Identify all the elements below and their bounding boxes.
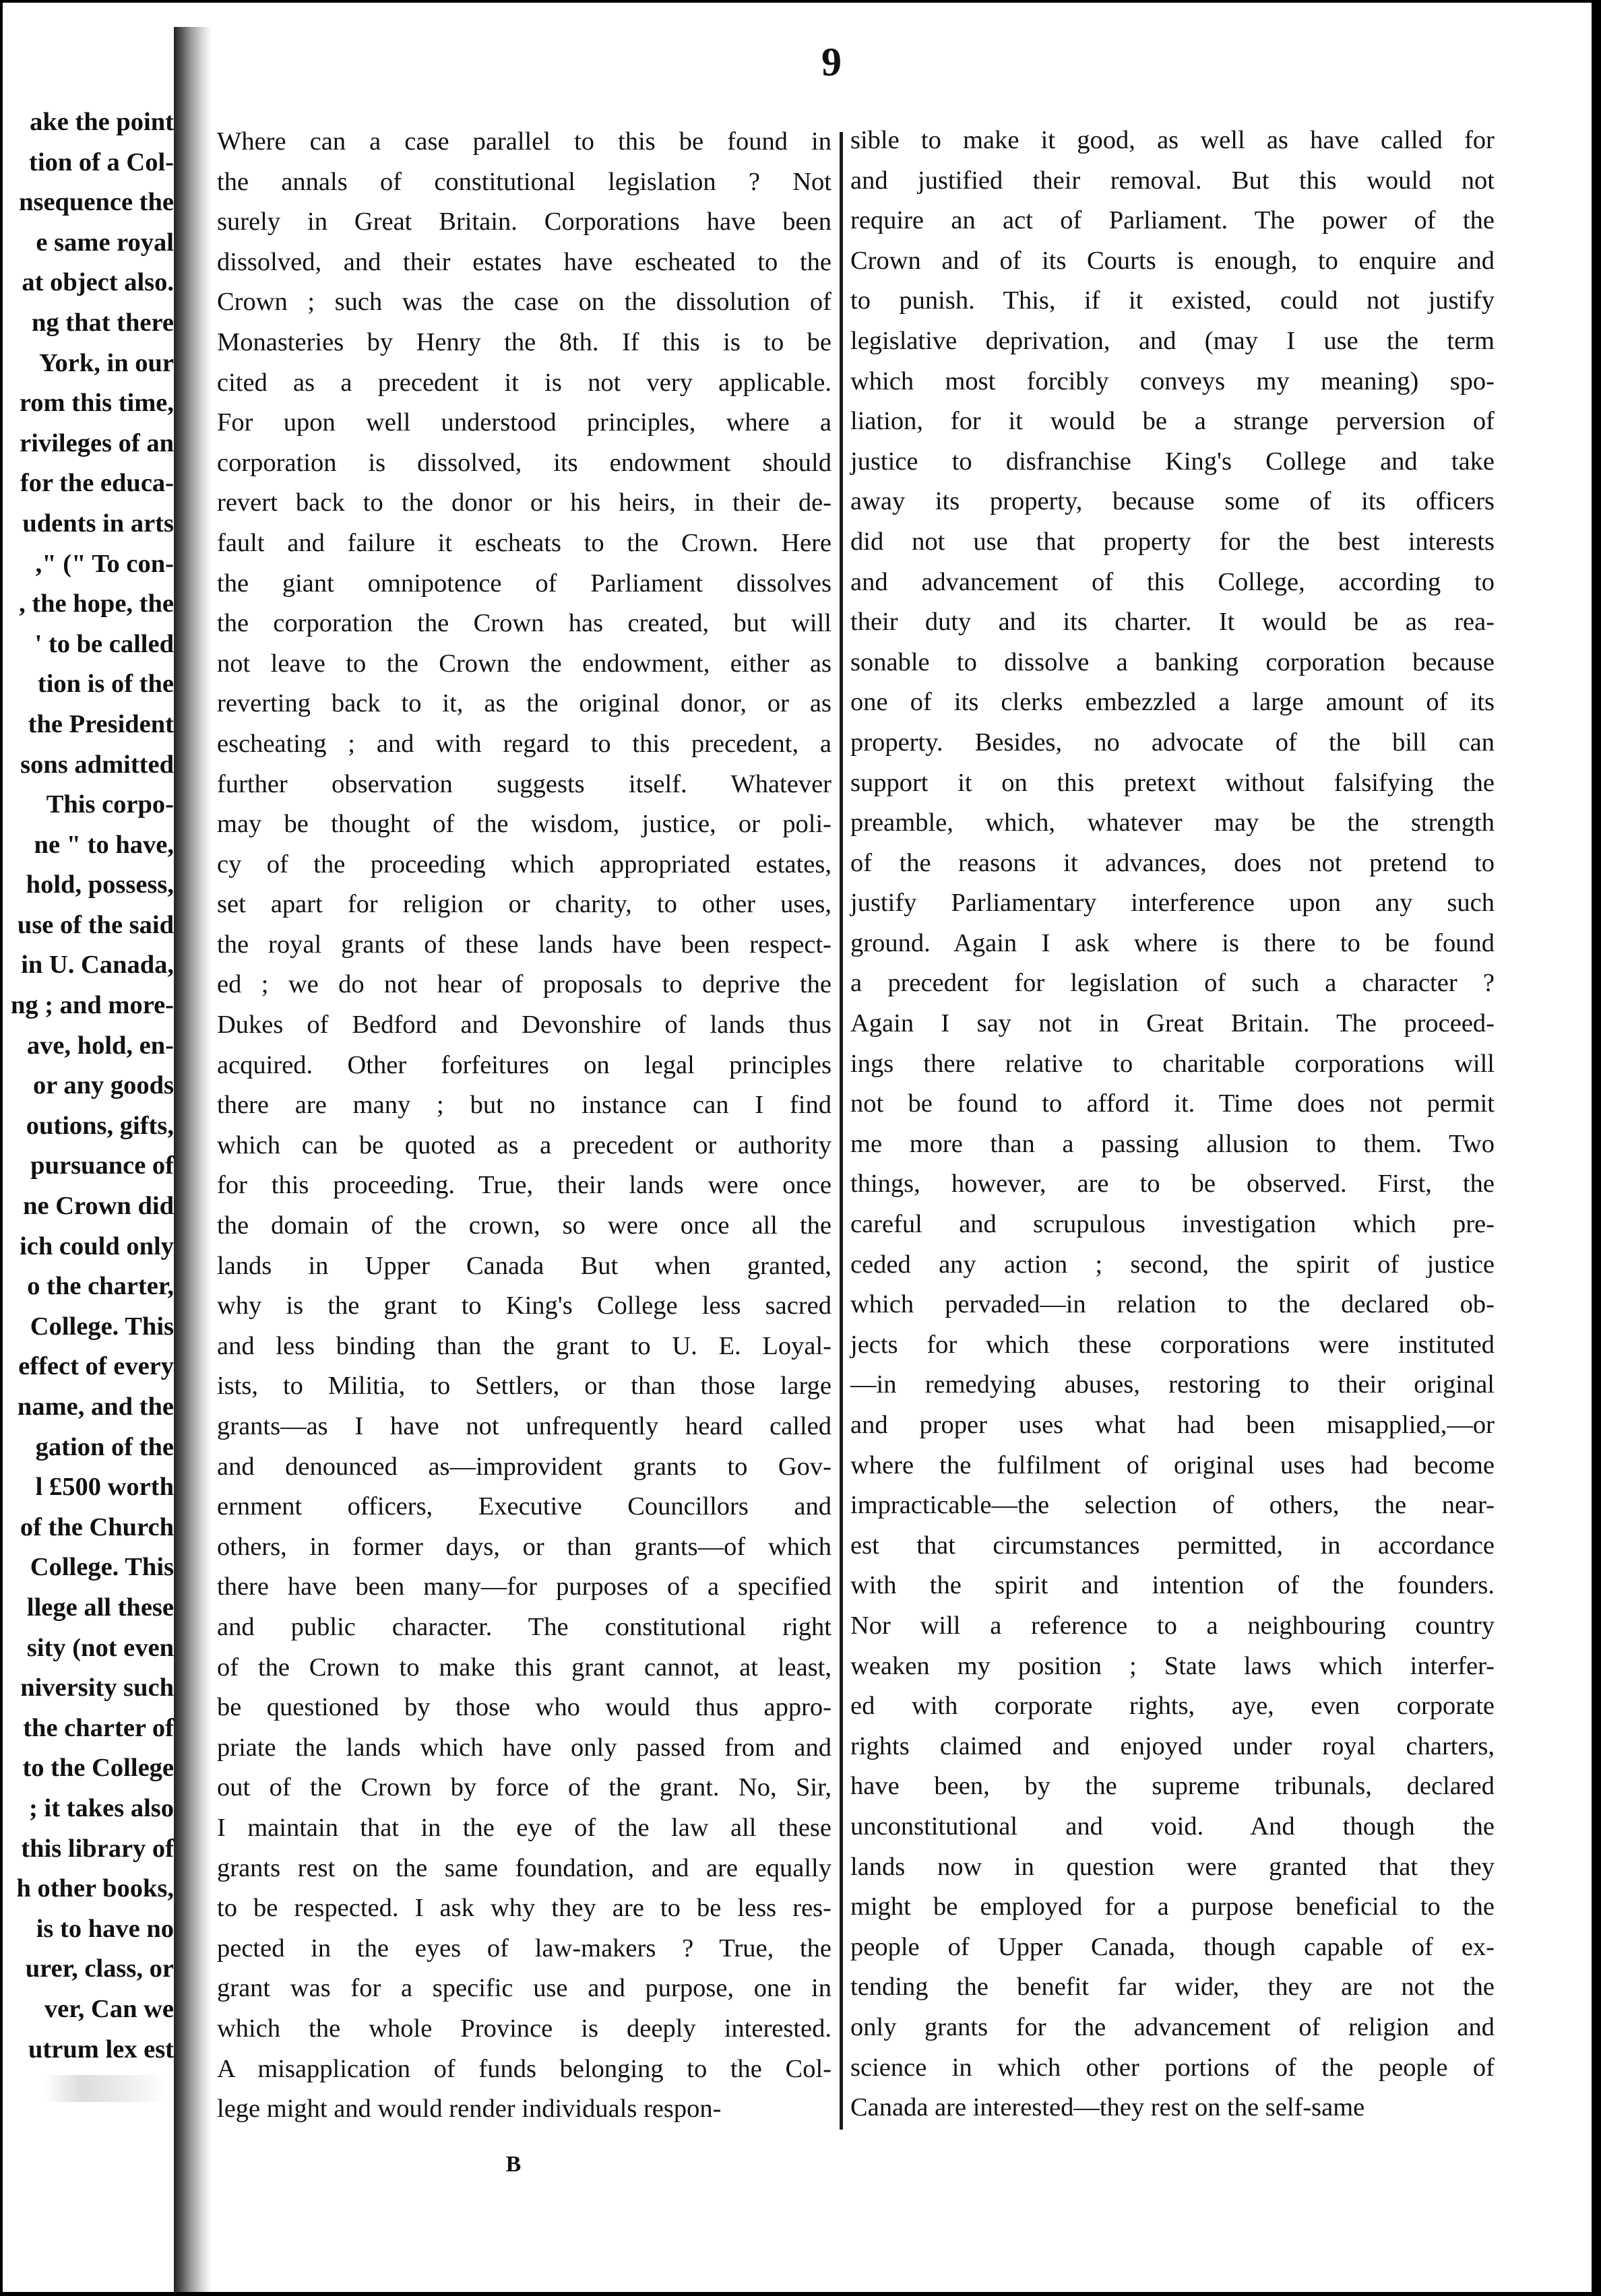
text-line: ne Crown did: [23, 1192, 174, 1221]
text-line: me more than a passing allusion to them. Two: [850, 1129, 1495, 1158]
text-line: their duty and its charter. It would be as rea-: [850, 608, 1495, 637]
text-line: —in remedying abuses, restoring to their original: [850, 1370, 1495, 1399]
text-line: to punish. This, if it existed, could not justify: [850, 286, 1495, 315]
text-line: fault and failure it escheats to the Crown. Here: [217, 528, 831, 557]
text-line: and advancement of this College, according to: [850, 567, 1495, 596]
text-line: cited as a precedent it is not very applicable.: [217, 368, 831, 397]
text-line: Again I say not in Great Britain. The proceed-: [850, 1009, 1495, 1038]
text-line: tending the benefit far wider, they are not the: [850, 1973, 1495, 2002]
text-line: reverting back to it, as the original donor, or as: [217, 689, 831, 718]
text-line: h other books,: [16, 1874, 174, 1903]
text-line: ; it takes also: [29, 1793, 174, 1822]
text-line: a precedent for legislation of such a character ?: [850, 969, 1495, 998]
text-line: where the fulfilment of original uses had become: [850, 1450, 1495, 1479]
blurred-illegible-line: [44, 2075, 166, 2102]
text-line: sity (not even: [26, 1633, 174, 1662]
text-line: e same royal: [36, 228, 174, 257]
text-line: revert back to the donor or his heirs, in their de-: [217, 488, 831, 517]
text-line: justice to disfranchise King's College and take: [850, 447, 1495, 476]
text-line: escheating ; and with regard to this precedent, a: [217, 729, 831, 758]
text-line: which most forcibly conveys my meaning) spo-: [850, 366, 1495, 395]
text-line: College. This: [30, 1312, 174, 1341]
text-line: and justified their removal. But this would not: [850, 166, 1495, 195]
text-line: preamble, which, whatever may be the strength: [850, 808, 1495, 837]
text-line: name, and the: [17, 1393, 174, 1421]
text-line: use of the said: [17, 910, 174, 939]
text-line: Where can a case parallel to this be found in: [217, 127, 831, 156]
text-line: this library of: [21, 1834, 174, 1863]
text-line: ground. Again I ask where is there to be found: [850, 928, 1495, 957]
text-line: the royal grants of these lands have been respect-: [217, 930, 831, 959]
text-line: grant was for a specific use and purpose, one in: [217, 1974, 831, 2003]
text-line: and proper uses what had been misapplied,—or: [850, 1411, 1495, 1439]
text-line: ed with corporate rights, aye, even corporate: [850, 1692, 1495, 1721]
text-line: or any goods: [33, 1071, 174, 1100]
text-line: lege might and would render individuals respon-: [217, 2095, 722, 2124]
text-line: dissolved, and their estates have escheated to the: [217, 247, 831, 276]
text-line: This corpo-: [46, 790, 174, 819]
text-line: there have been many—for purposes of a specified: [217, 1572, 831, 1601]
text-line: ich could only: [20, 1232, 174, 1261]
text-line: unconstitutional and void. And though the: [850, 1812, 1495, 1841]
text-line: the domain of the crown, so were once all the: [217, 1211, 831, 1240]
text-line: outions, gifts,: [26, 1111, 174, 1140]
text-line: Nor will a reference to a neighbouring country: [850, 1611, 1495, 1640]
text-line: in U. Canada,: [21, 951, 174, 980]
text-line: which pervaded—in relation to the declared ob-: [850, 1290, 1495, 1319]
text-line: , the hope, the: [19, 589, 174, 618]
text-line: ists, to Militia, to Settlers, or than those large: [217, 1372, 831, 1401]
text-line: might be employed for a purpose beneficial to the: [850, 1892, 1495, 1921]
text-line: acquired. Other forfeitures on legal principles: [217, 1050, 831, 1079]
text-line: est that circumstances permitted, in accordance: [850, 1531, 1495, 1560]
text-line: of the reasons it advances, does not pretend to: [850, 848, 1495, 877]
text-line: nsequence the: [19, 188, 174, 217]
text-line: For upon well understood principles, where a: [217, 408, 831, 437]
text-line: ernment officers, Executive Councillors and: [217, 1492, 831, 1521]
text-line: did not use that property for the best interests: [850, 527, 1495, 556]
text-column-left: [217, 122, 831, 2130]
text-line: the charter of: [23, 1713, 174, 1742]
text-line: pected in the eyes of law-makers ? True, the: [217, 1934, 831, 1963]
text-line: and denounced as—improvident grants to Gov-: [217, 1452, 831, 1481]
text-line: rights claimed and enjoyed under royal charters,: [850, 1731, 1495, 1760]
text-line: away its property, because some of its officers: [850, 487, 1495, 516]
text-line: not leave to the Crown the endowment, either as: [217, 649, 831, 678]
text-line: the corporation the Crown has created, but will: [217, 609, 831, 638]
signature-mark: B: [505, 2152, 522, 2177]
text-line: York, in our: [38, 348, 174, 377]
text-line: which can be quoted as a precedent or authority: [217, 1130, 831, 1159]
text-line: science in which other portions of the people of: [850, 2053, 1495, 2082]
text-line: cy of the proceeding which appropriated estates,: [217, 850, 831, 879]
page-number: 9: [821, 40, 842, 84]
text-line: to be respected. I ask why they are to be less res-: [217, 1894, 831, 1923]
text-line: grants rest on the same foundation, and are equally: [217, 1853, 831, 1882]
text-line: llege all these: [26, 1593, 174, 1622]
scan-border-bottom: [0, 2292, 1601, 2296]
scan-border-left: [0, 0, 3, 2296]
text-line: not be found to afford it. Time does not permit: [850, 1089, 1495, 1118]
text-line: ings there relative to charitable corporations will: [850, 1049, 1495, 1078]
text-line: priate the lands which have only passed from and: [217, 1733, 831, 1762]
text-line: only grants for the advancement of religion and: [850, 2012, 1495, 2041]
text-line: for the educa-: [20, 469, 174, 498]
text-line: A misapplication of funds belonging to the Col-: [217, 2054, 831, 2083]
text-line: which the whole Province is deeply interested.: [217, 2014, 831, 2043]
text-line: to the College: [22, 1754, 174, 1783]
text-line: justify Parliamentary interference upon any such: [850, 889, 1495, 918]
text-line: impracticable—the selection of others, the near-: [850, 1491, 1495, 1520]
text-line: lands now in question were granted that they: [850, 1852, 1495, 1881]
text-line: utrum lex est: [28, 2035, 174, 2064]
text-line: ceded any action ; second, the spirit of justice: [850, 1250, 1495, 1279]
text-line: corporation is dissolved, its endowment should: [217, 448, 831, 477]
text-line: Dukes of Bedford and Devonshire of lands thus: [217, 1011, 831, 1040]
text-line: rivileges of an: [20, 428, 174, 457]
text-line: Monasteries by Henry the 8th. If this is to be: [217, 327, 831, 356]
text-line: ng that there: [31, 308, 174, 337]
text-line: one of its clerks embezzled a large amount of its: [850, 688, 1495, 717]
text-line: others, in former days, or than grants—of which: [217, 1532, 831, 1561]
text-line: rom this time,: [19, 389, 174, 418]
text-line: of the Church: [20, 1512, 174, 1541]
text-line: ed ; we do not hear of proposals to deprive the: [217, 970, 831, 999]
text-line: with the spirit and intention of the founders.: [850, 1571, 1495, 1600]
book-gutter-shadow: [174, 27, 212, 2292]
text-line: set apart for religion or charity, to other uses,: [217, 890, 831, 919]
text-line: out of the Crown by force of the grant. No, Sir,: [217, 1773, 831, 1802]
text-line: Crown and of its Courts is enough, to enquire and: [850, 246, 1495, 275]
text-line: ver, Can we: [44, 1994, 174, 2023]
text-line: the giant omnipotence of Parliament dissolves: [217, 569, 831, 598]
text-line: I maintain that in the eye of the law all these: [217, 1813, 831, 1842]
text-line: hold, possess,: [26, 870, 174, 899]
text-line: legislative deprivation, and (may I use the term: [850, 326, 1495, 355]
text-line: the President: [28, 709, 174, 738]
text-line: require an act of Parliament. The power of the: [850, 206, 1495, 235]
text-line: tion is of the: [37, 670, 174, 699]
text-line: further observation suggests itself. Whatever: [217, 769, 831, 798]
text-line: for this proceeding. True, their lands were once: [217, 1171, 831, 1200]
text-line: ake the point: [30, 108, 174, 136]
text-line: o the charter,: [27, 1272, 174, 1301]
text-line: is to have no: [36, 1914, 174, 1943]
text-line: why is the grant to King's College less sacred: [217, 1292, 831, 1320]
text-line: there are many ; but no instance can I find: [217, 1091, 831, 1120]
scan-border-top: [0, 0, 1601, 3]
text-line: support it on this pretext without falsifying the: [850, 768, 1495, 797]
text-line: pursuance of: [30, 1151, 174, 1180]
text-line: ' to be called: [34, 629, 174, 658]
text-column-right: [850, 121, 1495, 2128]
text-line: weaken my position ; State laws which interfer-: [850, 1651, 1495, 1680]
text-line: udents in arts: [22, 509, 174, 538]
text-line: things, however, are to be observed. First, the: [850, 1170, 1495, 1199]
previous-page-text-fragment: [4, 102, 174, 2102]
text-line: ," (" To con-: [35, 549, 174, 578]
text-line: ave, hold, en-: [26, 1031, 174, 1060]
text-line: liation, for it would be a strange perversion of: [850, 407, 1495, 436]
text-line: property. Besides, no advocate of the bill can: [850, 728, 1495, 757]
text-line: sonable to dissolve a banking corporation because: [850, 647, 1495, 676]
text-line: sible to make it good, as well as have called for: [850, 126, 1495, 154]
text-line: tion of a Col-: [29, 148, 174, 177]
text-line: niversity such: [20, 1673, 174, 1702]
text-line: people of Upper Canada, though capable of ex-: [850, 1932, 1495, 1961]
text-line: ng ; and more-: [10, 991, 174, 1020]
text-line: gation of the: [35, 1432, 174, 1461]
text-line: surely in Great Britain. Corporations have been: [217, 208, 831, 236]
text-line: and public character. The constitutional right: [217, 1612, 831, 1641]
text-line: jects for which these corporations were instituted: [850, 1330, 1495, 1359]
text-line: effect of every: [18, 1352, 174, 1381]
text-line: the annals of constitutional legislation ? Not: [217, 167, 831, 196]
text-line: at object also.: [22, 268, 174, 297]
text-line: l £500 worth: [35, 1473, 174, 1502]
text-line: ne " to have,: [34, 830, 174, 859]
text-line: be questioned by those who would thus appro-: [217, 1693, 831, 1722]
column-divider-rule: [840, 132, 843, 2130]
text-line: College. This: [30, 1553, 174, 1582]
text-line: careful and scrupulous investigation which pre-: [850, 1210, 1495, 1239]
text-line: urer, class, or: [25, 1954, 174, 1983]
text-line: sons admitted: [20, 750, 174, 779]
text-line: Crown ; such was the case on the dissolution of: [217, 288, 831, 317]
text-line: may be thought of the wisdom, justice, or poli-: [217, 810, 831, 839]
text-line: grants—as I have not unfrequently heard called: [217, 1412, 831, 1440]
text-line: have been, by the supreme tribunals, declared: [850, 1772, 1495, 1801]
text-line: lands in Upper Canada But when granted,: [217, 1251, 831, 1280]
scan-border-right: [1592, 0, 1601, 2296]
text-line: of the Crown to make this grant cannot, at least,: [217, 1653, 831, 1682]
text-line: and less binding than the grant to U. E. Loyal-: [217, 1331, 831, 1360]
text-line: Canada are interested—they rest on the self-same: [850, 2093, 1365, 2122]
